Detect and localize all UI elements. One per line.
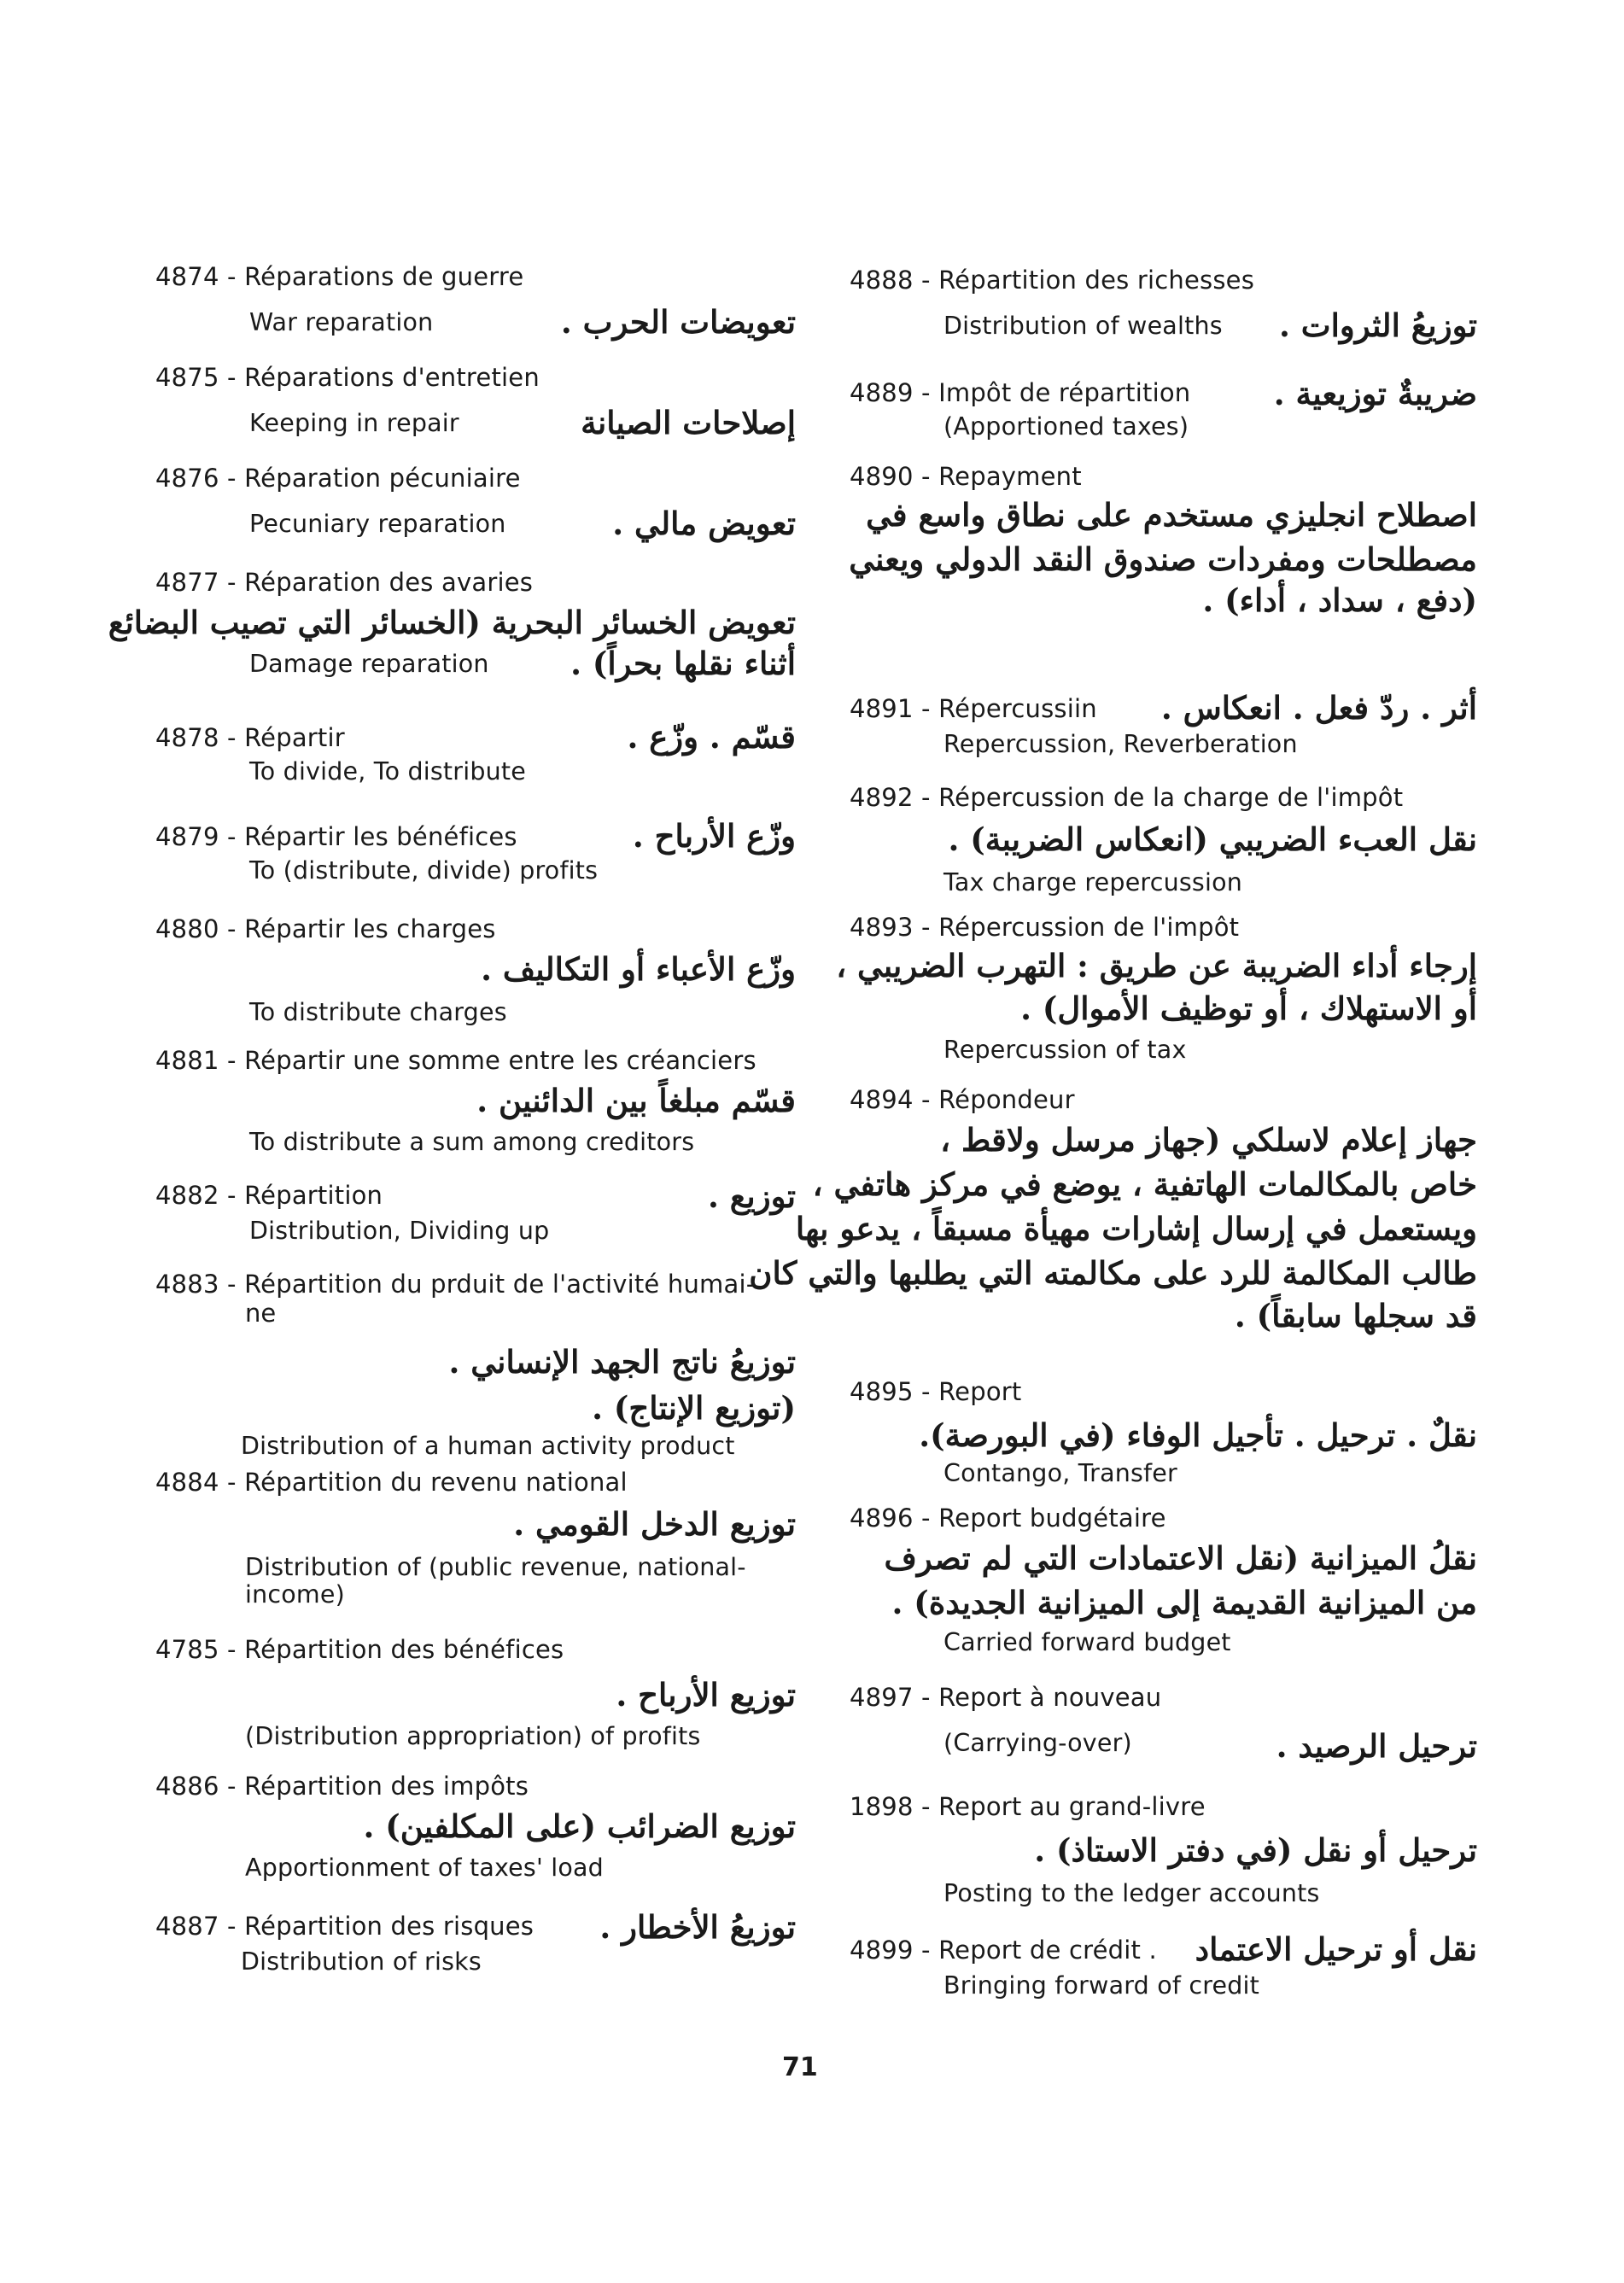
entry-4874 xyxy=(155,260,796,354)
entry-4886 xyxy=(155,1770,796,1889)
entry-arabic-line-2: أو الاستهلاك ، أو توظيف الأموال) . xyxy=(1020,990,1477,1027)
entry-arabic-line-2: من الميزانية القديمة إلى الميزانية الجديدة) . xyxy=(891,1584,1477,1621)
entry-arabic-line-3: ويستعمل في إرسال إشارات مهيأة مسبقاً ، يدعو بها xyxy=(795,1210,1477,1247)
entry-heading: 4874 - Réparations de guerre xyxy=(155,262,524,291)
entry-heading: 4877 - Réparation des avaries xyxy=(155,568,534,597)
entry-number: 4896 xyxy=(850,1504,914,1533)
entry-french: Répartir xyxy=(244,723,345,752)
entry-translation: Distribution of risks xyxy=(241,1947,482,1976)
entry-number: 4886 xyxy=(155,1772,219,1801)
entry-french: Répartition xyxy=(244,1181,383,1210)
entry-heading: 4887 - Répartition des risques xyxy=(155,1912,535,1941)
entry-french: Répartition du prduit de l'activité humai- xyxy=(244,1270,756,1299)
entry-1898 xyxy=(850,1790,1477,1910)
entry-french: Réparations d'entretien xyxy=(244,363,540,392)
entry-translation: (Apportioned taxes) xyxy=(943,412,1189,441)
entry-translation: To distribute a sum among creditors xyxy=(249,1128,695,1156)
entry-number: 4874 xyxy=(155,262,219,291)
entry-arabic-line-2: أثناء نقلها بحراً) . xyxy=(570,645,796,682)
entry-arabic: توزيع الدخل القومي . xyxy=(513,1505,796,1543)
entry-heading: 4890 - Repayment xyxy=(850,462,1082,491)
entry-number: 4879 xyxy=(155,822,219,851)
entry-4897 xyxy=(850,1681,1477,1775)
entry-arabic: نقلٌ . ترحيل . تأجيل الوفاء (في البورصة). xyxy=(919,1416,1477,1454)
entry-heading: 4876 - Réparation pécuniaire xyxy=(155,464,521,493)
entry-arabic-line-2: مصطلحات ومفردات صندوق النقد الدولي ويعني xyxy=(849,540,1477,578)
entry-translation: Pecuniary reparation xyxy=(249,510,506,538)
entry-heading: 4879 - Répartir les bénéfices xyxy=(155,822,517,851)
entry-arabic: تعويضات الحرب . xyxy=(560,303,796,341)
entry-arabic-line-2: خاص بالمكالمات الهاتفية ، يوضع في مركز هاتفي ، xyxy=(812,1165,1477,1203)
entry-arabic-line-2: (توزيع الإنتاج) . xyxy=(592,1389,796,1427)
entry-heading: 4882 - Répartition xyxy=(155,1181,383,1210)
entry-translation: Apportionment of taxes' load xyxy=(245,1854,604,1882)
entry-heading: 4899 - Report de crédit . xyxy=(850,1936,1157,1965)
entry-4899 xyxy=(850,1930,1477,2011)
entry-4879 xyxy=(155,817,796,897)
entry-french: Répercussion de l'impôt xyxy=(938,913,1240,942)
entry-heading: 4883 - Répartition du prduit de l'activité humai- xyxy=(155,1270,756,1299)
entry-arabic: ضريبةٌ توزيعية . xyxy=(1273,375,1477,412)
entry-4785 xyxy=(155,1633,796,1753)
entry-4892 xyxy=(850,781,1477,901)
entry-heading: 4889 - Impôt de répartition xyxy=(850,378,1191,407)
entry-arabic: وزّع الأرباح . xyxy=(632,817,796,855)
entry-french: Répartir les charges xyxy=(244,914,496,943)
entry-number: 4875 xyxy=(155,363,219,392)
entry-number: 4878 xyxy=(155,723,219,752)
entry-translation: Keeping in repair xyxy=(249,409,459,437)
entry-number: 4890 xyxy=(850,462,914,491)
entry-number: 4887 xyxy=(155,1912,219,1941)
entry-translation: Repercussion of tax xyxy=(943,1036,1187,1064)
entry-heading: 4895 - Report xyxy=(850,1377,1022,1406)
entry-heading: 4897 - Report à nouveau xyxy=(850,1683,1162,1712)
entry-french: Répondeur xyxy=(938,1085,1075,1114)
entry-number: 4899 xyxy=(850,1936,914,1965)
entry-heading: 4884 - Répartition du revenu national xyxy=(155,1468,628,1497)
entry-4895 xyxy=(850,1375,1477,1486)
entry-french: Répartir les bénéfices xyxy=(244,822,517,851)
entry-translation: Tax charge repercussion xyxy=(943,868,1242,896)
entry-4887 xyxy=(155,1910,796,1987)
entry-heading: 4881 - Répartir une somme entre les créanciers xyxy=(155,1046,757,1075)
entry-arabic: تعويض مالي . xyxy=(612,505,796,542)
entry-translation: Distribution, Dividing up xyxy=(249,1217,550,1245)
entry-translation: Distribution of (public revenue, national- xyxy=(245,1553,746,1581)
entry-translation-continued: income) xyxy=(245,1580,345,1609)
entry-number: 4891 xyxy=(850,694,914,723)
entry-arabic-line-3: (دفع ، سداد ، أداء) . xyxy=(1202,581,1477,619)
entry-french: Report xyxy=(938,1377,1022,1406)
entry-4890 xyxy=(850,460,1477,622)
entry-number: 4883 xyxy=(155,1270,219,1299)
entry-heading: 4894 - Répondeur xyxy=(850,1085,1075,1114)
entry-translation: War reparation xyxy=(249,308,434,336)
entry-4875 xyxy=(155,361,796,455)
entry-translation: Posting to the ledger accounts xyxy=(943,1879,1320,1907)
entry-number: 4897 xyxy=(850,1683,914,1712)
entry-translation: (Distribution appropriation) of profits xyxy=(245,1722,701,1750)
entry-french: Report budgétaire xyxy=(938,1504,1166,1533)
entry-number: 4894 xyxy=(850,1085,914,1114)
page-number: 71 xyxy=(782,2052,818,2082)
entry-arabic-line-5: قد سجلها سابقاً) . xyxy=(1234,1297,1477,1334)
entry-arabic: قسّم مبلغاً بين الدائنين . xyxy=(476,1082,796,1119)
entry-french: Répercussiin xyxy=(938,694,1097,723)
entry-arabic-line-1: اصطلاح انجليزي مستخدم على نطاق واسع في xyxy=(866,496,1477,534)
entry-arabic: إصلاحات الصيانة xyxy=(581,404,796,441)
entry-translation: To (distribute, divide) profits xyxy=(249,856,599,885)
entry-4884 xyxy=(155,1466,796,1628)
entry-translation: Carried forward budget xyxy=(943,1628,1231,1656)
entry-heading: 4896 - Report budgétaire xyxy=(850,1504,1166,1533)
entry-arabic: أثر . ردّ فعل . انعكاس . xyxy=(1160,689,1477,727)
entry-arabic: توزيع الأرباح . xyxy=(616,1676,796,1714)
entry-arabic-line-1: إرجاء أداء الضريبة عن طريق : التهرب الضريبي ، xyxy=(836,947,1477,984)
entry-4877 xyxy=(108,566,796,694)
entry-french: Répercussion de la charge de l'impôt xyxy=(938,783,1404,812)
entry-4883 xyxy=(155,1268,796,1481)
entry-arabic: نقل أو ترحيل الاعتماد xyxy=(1195,1930,1477,1968)
entry-arabic: توزيعُ الثروات . xyxy=(1278,307,1477,344)
entry-arabic-line-4: طالب المكالمة للرد على مكالمته التي يطلبها والتي كان xyxy=(749,1254,1477,1292)
entry-translation: Contango, Transfer xyxy=(943,1459,1177,1487)
entry-translation: Repercussion, Reverberation xyxy=(943,730,1298,758)
entry-arabic: قسّم . وزّع . xyxy=(627,718,796,756)
entry-number: 4785 xyxy=(155,1635,219,1664)
entry-number: 4882 xyxy=(155,1181,219,1210)
entry-arabic: توزيعُ الأخطار . xyxy=(599,1908,796,1946)
entry-french: Répartition des bénéfices xyxy=(244,1635,564,1664)
entry-number: 4889 xyxy=(850,378,914,407)
entry-translation: Distribution of wealths xyxy=(943,312,1223,340)
entry-arabic: نقل العبء الضريبي (انعكاس الضريبة) . xyxy=(948,820,1477,858)
entry-number: 4895 xyxy=(850,1377,914,1406)
entry-arabic-line-1: توزيعُ ناتج الجهد الإنساني . xyxy=(448,1343,796,1381)
entry-4888 xyxy=(850,264,1477,358)
entry-french: Réparations de guerre xyxy=(244,262,524,291)
entry-french-continued: ne xyxy=(245,1299,277,1328)
entry-arabic: وزّع الأعباء أو التكاليف . xyxy=(481,950,796,988)
entry-4896 xyxy=(850,1502,1477,1664)
entry-french: Repayment xyxy=(938,462,1082,491)
entry-french: Réparation pécuniaire xyxy=(244,464,521,493)
entry-arabic: توزيع . xyxy=(707,1177,796,1215)
entry-number: 4877 xyxy=(155,568,219,597)
entry-heading: 4892 - Répercussion de la charge de l'impôt xyxy=(850,783,1404,812)
entry-4878 xyxy=(155,718,796,798)
entry-4893 xyxy=(836,911,1477,1073)
entry-heading: 4880 - Répartir les charges xyxy=(155,914,496,943)
entry-french: Réparation des avaries xyxy=(244,568,534,597)
entry-number: 4893 xyxy=(850,913,914,942)
entry-arabic-line-1: تعويض الخسائر البحرية (الخسائر التي تصيب البضائع xyxy=(108,604,796,641)
entry-translation: Damage reparation xyxy=(249,650,489,678)
entry-4882 xyxy=(155,1179,796,1256)
entry-french: Répartition des richesses xyxy=(938,266,1255,295)
entry-heading: 4893 - Répercussion de l'impôt xyxy=(850,913,1240,942)
entry-french: Report à nouveau xyxy=(938,1683,1162,1712)
entry-heading: 4878 - Répartir xyxy=(155,723,345,752)
entry-number: 4880 xyxy=(155,914,219,943)
entry-number: 1898 xyxy=(850,1792,914,1821)
entry-french: Répartition du revenu national xyxy=(244,1468,628,1497)
entry-translation: (Carrying-over) xyxy=(943,1729,1132,1757)
entry-4891 xyxy=(850,689,1477,761)
entry-4880 xyxy=(155,913,796,1032)
entry-translation: Bringing forward of credit xyxy=(943,1971,1260,2000)
entry-number: 4881 xyxy=(155,1046,219,1075)
entry-heading: 4886 - Répartition des impôts xyxy=(155,1772,529,1801)
entry-4876 xyxy=(155,462,796,556)
entry-4889 xyxy=(850,377,1477,462)
entry-translation: To divide, To distribute xyxy=(249,757,526,785)
entry-heading: 1898 - Report au grand-livre xyxy=(850,1792,1206,1821)
entry-translation: To distribute charges xyxy=(249,998,507,1026)
entry-number: 4888 xyxy=(850,266,914,295)
entry-french: Report de crédit . xyxy=(938,1936,1157,1965)
entry-translation: Distribution of a human activity product xyxy=(241,1432,735,1460)
entry-heading: 4891 - Répercussiin xyxy=(850,694,1097,723)
entry-number: 4884 xyxy=(155,1468,219,1497)
entry-arabic-line-1: نقلُ الميزانية (نقل الاعتمادات التي لم تصرف xyxy=(884,1539,1477,1577)
entry-arabic: ترحيل الرصيد . xyxy=(1276,1727,1477,1765)
entry-heading: 4785 - Répartition des bénéfices xyxy=(155,1635,564,1664)
entry-number: 4892 xyxy=(850,783,914,812)
entry-french: Répartition des impôts xyxy=(244,1772,529,1801)
entry-heading: 4875 - Réparations d'entretien xyxy=(155,363,540,392)
entry-arabic: ترحيل أو نقل (في دفتر الاستاذ) . xyxy=(1034,1831,1477,1869)
entry-french: Répartir une somme entre les créanciers xyxy=(244,1046,757,1075)
entry-4881 xyxy=(155,1044,796,1164)
entry-french: Impôt de répartition xyxy=(938,378,1191,407)
entry-heading: 4888 - Répartition des richesses xyxy=(850,266,1255,295)
entry-number: 4876 xyxy=(155,464,219,493)
entry-french: Répartition des risques xyxy=(244,1912,535,1941)
entry-french: Report au grand-livre xyxy=(938,1792,1206,1821)
entry-arabic: توزيع الضرائب (على المكلفين) . xyxy=(363,1807,796,1845)
entry-arabic-line-1: جهاز إعلام لاسلكي (جهاز مرسل ولاقط ، xyxy=(940,1121,1477,1159)
